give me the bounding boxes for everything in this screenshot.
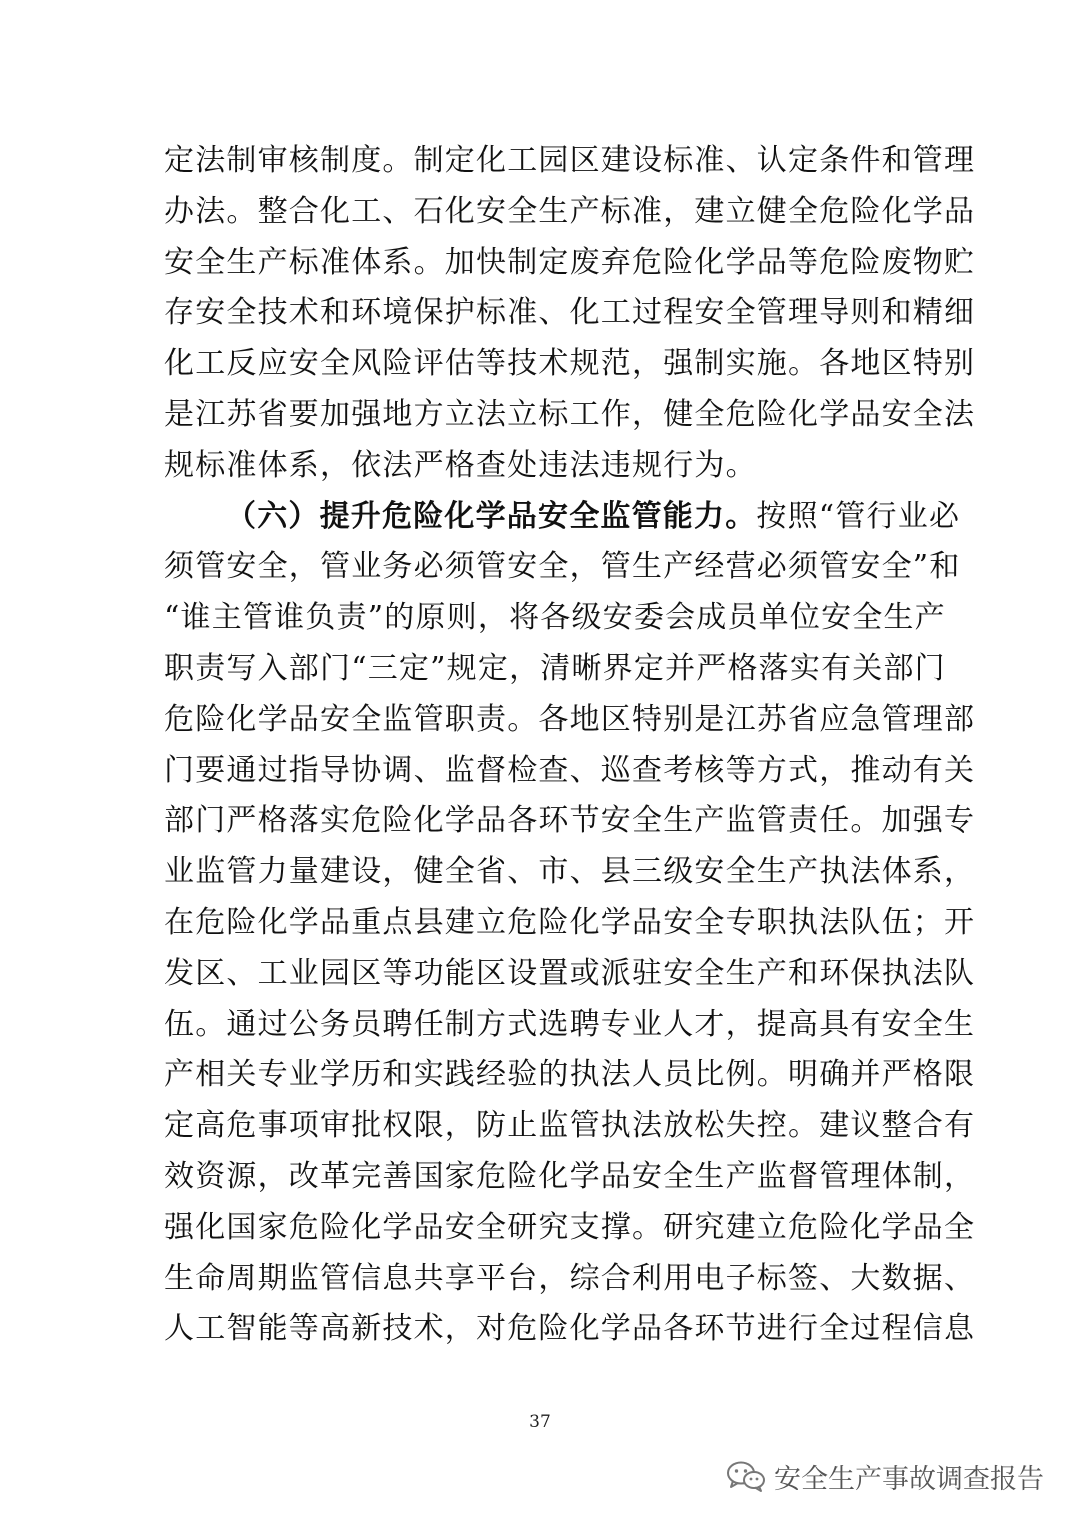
- text-line: 办法。整合化工、石化安全生产标准，建立健全危险化学品: [164, 193, 976, 229]
- text-line: 定高危事项审批权限，防止监管执法放松失控。建议整合有: [164, 1108, 976, 1144]
- section-first-line-rest: 按照“管行业必: [756, 498, 961, 534]
- text-line: 生命周期监管信息共享平台，综合利用电子标签、大数据、: [164, 1260, 976, 1296]
- text-line: 是江苏省要加强地方立法立标工作，健全危险化学品安全法: [164, 396, 976, 432]
- text-line: 部门严格落实危险化学品各环节安全生产监管责任。加强专: [164, 803, 976, 839]
- watermark-text: 安全生产事故调查报告: [774, 1463, 1044, 1495]
- section-heading: （六）提升危险化学品安全监管能力。: [226, 498, 757, 534]
- text-line: 产相关专业学历和实践经验的执法人员比例。明确并严格限: [164, 1057, 976, 1093]
- text-line: 业监管力量建设，健全省、市、县三级安全生产执法体系，: [164, 854, 976, 890]
- text-line: 门要通过指导协调、监督检查、巡查考核等方式，推动有关: [164, 752, 976, 788]
- text-line: 效资源，改革完善国家危险化学品安全生产监督管理体制，: [164, 1158, 976, 1194]
- text-line: 在危险化学品重点县建立危险化学品安全专职执法队伍；开: [164, 904, 976, 940]
- section-first-line: [164, 492, 961, 543]
- text-line: 规标准体系，依法严格查处违法违规行为。: [164, 447, 757, 483]
- text-line: 职责写入部门“三定”规定，清晰界定并严格落实有关部门: [164, 650, 946, 686]
- text-line: 须管安全，管业务必须管安全，管生产经营必须管安全”和: [164, 549, 961, 585]
- text-line: “谁主管谁负责”的原则，将各级安委会成员单位安全生产: [164, 600, 946, 636]
- body-text: [164, 136, 976, 1355]
- wechat-icon: [726, 1460, 766, 1492]
- watermark: [726, 1456, 1044, 1496]
- text-line: 强化国家危险化学品安全研究支撑。研究建立危险化学品全: [164, 1209, 976, 1245]
- page-number: 37: [529, 1412, 551, 1432]
- text-line: 危险化学品安全监管职责。各地区特别是江苏省应急管理部: [164, 701, 976, 737]
- text-line: 伍。通过公务员聘任制方式选聘专业人才，提高具有安全生: [164, 1006, 976, 1042]
- text-line: 安全生产标准体系。加快制定废弃危险化学品等危险废物贮: [164, 244, 976, 280]
- text-line: 人工智能等高新技术，对危险化学品各环节进行全过程信息: [164, 1311, 976, 1347]
- text-line: 化工反应安全风险评估等技术规范，强制实施。各地区特别: [164, 346, 976, 382]
- text-line: 发区、工业园区等功能区设置或派驻安全生产和环保执法队: [164, 955, 976, 991]
- text-line: 存安全技术和环境保护标准、化工过程安全管理导则和精细: [164, 295, 976, 331]
- text-line: 定法制审核制度。制定化工园区建设标准、认定条件和管理: [164, 143, 976, 178]
